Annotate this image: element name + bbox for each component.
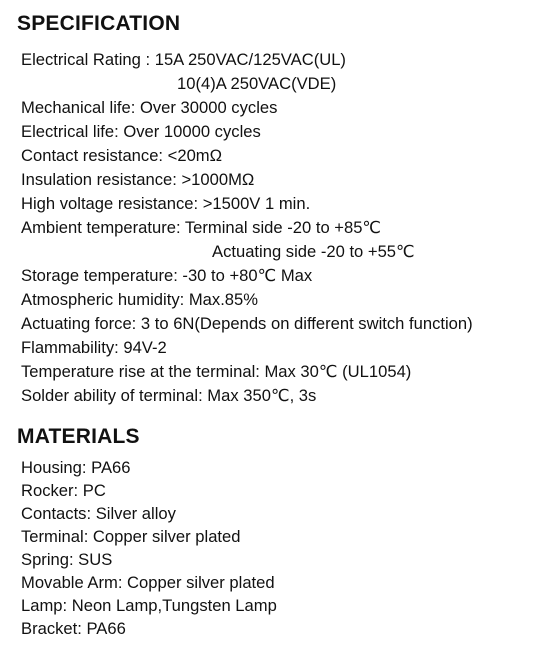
material-line-spring: Spring: SUS: [21, 550, 113, 569]
materials-heading: MATERIALS: [17, 425, 140, 448]
spec-line-ambient-temperature-cont: Actuating side -20 to +55℃: [212, 242, 415, 261]
spec-line-high-voltage-resistance: High voltage resistance: >1500V 1 min.: [21, 194, 311, 213]
spec-line-contact-resistance: Contact resistance: <20mΩ: [21, 146, 223, 165]
material-line-movable-arm: Movable Arm: Copper silver plated: [21, 573, 275, 592]
spec-line-storage-temperature: Storage temperature: -30 to +80℃ Max: [21, 266, 313, 285]
material-line-housing: Housing: PA66: [21, 458, 131, 477]
specification-heading: SPECIFICATION: [17, 12, 181, 35]
material-line-contacts: Contacts: Silver alloy: [21, 504, 176, 523]
spec-line-mechanical-life: Mechanical life: Over 30000 cycles: [21, 98, 278, 117]
spec-line-flammability: Flammability: 94V-2: [21, 338, 167, 357]
spec-line-electrical-life: Electrical life: Over 10000 cycles: [21, 122, 261, 141]
spec-line-electrical-rating: Electrical Rating : 15A 250VAC/125VAC(UL): [21, 50, 346, 69]
material-line-bracket: Bracket: PA66: [21, 619, 126, 638]
material-line-lamp: Lamp: Neon Lamp,Tungsten Lamp: [21, 596, 277, 615]
material-line-terminal: Terminal: Copper silver plated: [21, 527, 241, 546]
spec-line-solder-ability: Solder ability of terminal: Max 350℃, 3s: [21, 386, 317, 405]
spec-line-atmospheric-humidity: Atmospheric humidity: Max.85%: [21, 290, 259, 309]
spec-line-actuating-force: Actuating force: 3 to 6N(Depends on different switch function): [21, 314, 473, 333]
spec-line-electrical-rating-cont: 10(4)A 250VAC(VDE): [177, 74, 337, 93]
spec-line-insulation-resistance: Insulation resistance: >1000MΩ: [21, 170, 255, 189]
spec-line-ambient-temperature: Ambient temperature: Terminal side -20 to +85℃: [21, 218, 382, 237]
material-line-rocker: Rocker: PC: [21, 481, 106, 500]
spec-line-temperature-rise: Temperature rise at the terminal: Max 30℃ (UL1054): [21, 362, 412, 381]
